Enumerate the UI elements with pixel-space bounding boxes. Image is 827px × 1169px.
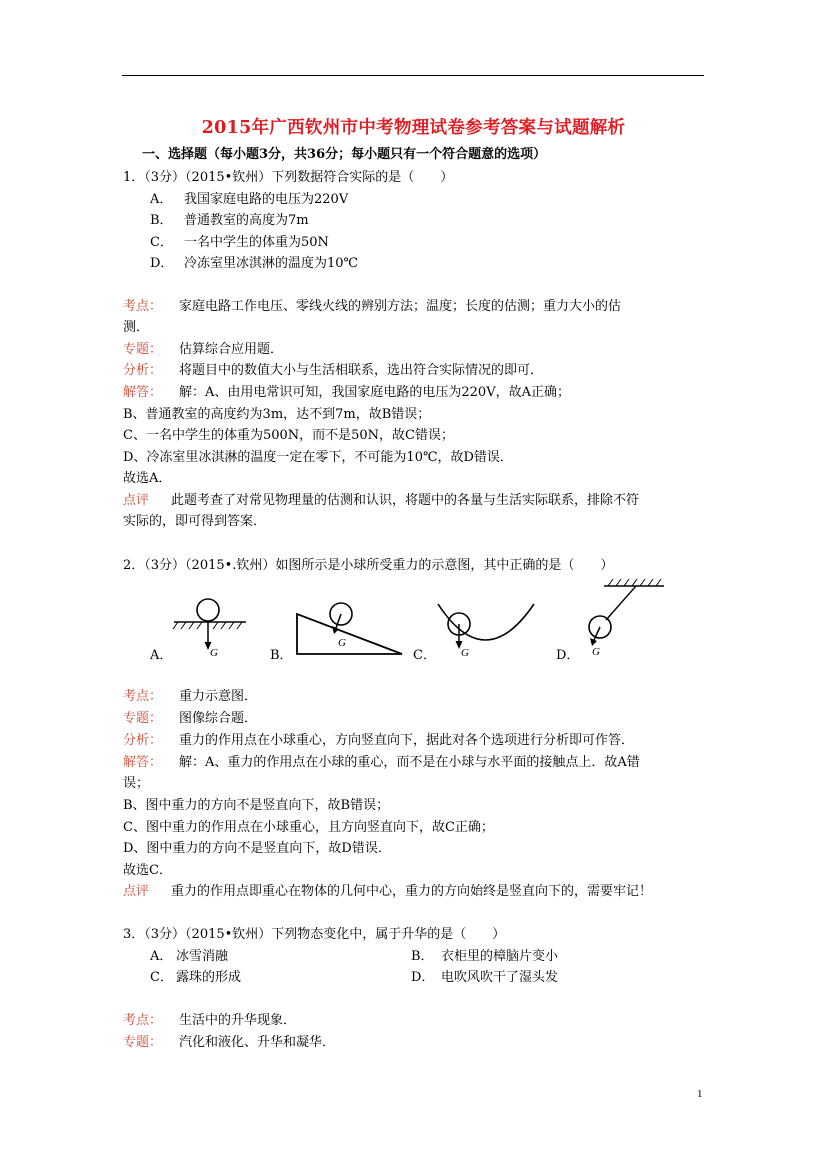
zhuanti-text: 图像综合题． [179, 711, 258, 726]
option-letter: A． [150, 949, 173, 964]
q1-answer-line: C、一名中学生的体重为500N，而不是50N，故C错误； [123, 428, 454, 443]
option-text: 冷冻室里冰淇淋的温度为10℃ [184, 256, 359, 271]
q2-answer-line: 故选C． [123, 863, 172, 878]
label-dianping: 点评 [123, 884, 150, 899]
jieda-text: 解：A、由用电常识可知，我国家庭电路的电压为220V，故A正确； [179, 385, 570, 400]
option-letter: A． [150, 192, 173, 207]
dianping-text: 此题考查了对常见物理量的估测和认识，将题中的各量与生活实际联系，排除不符 [171, 493, 640, 508]
q2-answer-line: D、图中重力的方向不是竖直向下，故D错误． [123, 841, 391, 856]
q1-jieda [123, 385, 570, 401]
option-letter: D． [150, 256, 174, 271]
q1-stem: 1．（3分）（2015•钦州）下列数据符合实际的是（ ） [123, 170, 454, 185]
label-kaodian: 考点： [123, 299, 163, 314]
page-number: 1 [697, 1088, 703, 1100]
q2-jieda [123, 755, 640, 771]
kaodian-text: 生活中的升华现象． [179, 1013, 297, 1028]
label-zhuanti: 专题： [123, 1035, 163, 1050]
dianping-text: 重力的作用点即重心在物体的几何中心，重力的方向始终是竖直向下的，需要牢记！ [171, 884, 653, 899]
figure-d [578, 576, 668, 662]
figure-b [292, 596, 408, 658]
q1-option-b [150, 213, 309, 229]
fenxi-text: 重力的作用点在小球重心，方向竖直向下，据此对各个选项进行分析即可作答． [179, 733, 635, 748]
kaodian-text: 重力示意图． [179, 689, 258, 704]
zhuanti-text: 估算综合应用题． [179, 342, 284, 357]
q2-jieda-cont: 误； [123, 776, 150, 791]
option-letter: D． [411, 970, 435, 985]
q1-dianping-cont: 实际的，即可得到答案． [123, 514, 267, 529]
option-text: 普通教室的高度为7m [184, 213, 309, 228]
option-letter: B． [150, 213, 173, 228]
figure-a [170, 594, 250, 660]
force-label: G [338, 637, 346, 649]
q1-zhuanti [123, 342, 283, 358]
q3-zhuanti [123, 1035, 335, 1051]
label-fenxi: 分析： [123, 363, 163, 378]
force-label: G [592, 646, 600, 658]
label-dianping: 点评 [123, 493, 150, 508]
option-text: 露珠的形成 [176, 970, 242, 985]
q3-option-d [411, 970, 558, 986]
q3-option-b [411, 949, 558, 965]
q1-fenxi [123, 363, 543, 379]
q1-option-c [150, 235, 329, 251]
option-text: 衣柜里的樟脑片变小 [441, 949, 559, 964]
q2-zhuanti [123, 711, 257, 727]
label-jieda: 解答： [123, 385, 163, 400]
q1-answer-line: D、冷冻室里冰淇淋的温度一定在零下，不可能为10℃，故D错误． [123, 450, 513, 465]
q2-kaodian [123, 689, 257, 705]
option-text: 电吹风吹干了湿头发 [441, 970, 559, 985]
q3-kaodian [123, 1013, 296, 1029]
figure-letter-b: B． [270, 648, 293, 663]
label-fenxi: 分析： [123, 733, 163, 748]
q1-dianping [123, 493, 639, 509]
option-letter: B． [411, 949, 434, 964]
figure-letter-d: D． [556, 648, 580, 663]
label-kaodian: 考点： [123, 689, 163, 704]
jieda-text: 解：A、重力的作用点在小球的重心，而不是在小球与水平面的接触点上．故A错 [179, 755, 640, 770]
section-heading: 一、选择题（每小题3分，共36分；每小题只有一个符合题意的选项） [142, 147, 547, 162]
q3-option-c [150, 970, 241, 986]
q2-answer-line: B、图中重力的方向不是竖直向下，故B错误； [123, 798, 390, 813]
header-rule [122, 75, 704, 76]
label-kaodian: 考点： [123, 1013, 163, 1028]
option-text: 我国家庭电路的电压为220V [184, 192, 349, 207]
q2-stem: 2．（3分）（2015•.钦州）如图所示是小球所受重力的示意图，其中正确的是（ ） [123, 558, 614, 573]
q1-option-d [150, 256, 358, 272]
page-title: 2015年广西钦州市中考物理试卷参考答案与试题解析 [201, 118, 626, 138]
kaodian-text: 家庭电路工作电压、零线火线的辨别方法；温度；长度的估测；重力大小的估 [179, 299, 622, 314]
label-zhuanti: 专题： [123, 342, 163, 357]
option-letter: C． [150, 970, 173, 985]
force-label: G [461, 647, 469, 659]
option-letter: C． [150, 235, 173, 250]
label-jieda: 解答： [123, 755, 163, 770]
q2-answer-line: C、图中重力的作用点在小球重心，且方向竖直向下，故C正确； [123, 820, 494, 835]
label-zhuanti: 专题： [123, 711, 163, 726]
q1-answer-line: B、普通教室的高度约为3m，达不到7m，故B错误； [123, 407, 431, 422]
q3-option-a [150, 949, 228, 965]
q1-answer-line: 故选A． [123, 471, 172, 486]
q1-kaodian-cont: 测． [123, 320, 150, 335]
q2-dianping [123, 884, 652, 900]
q1-option-a [150, 192, 348, 208]
figure-letter-a: A． [150, 648, 173, 663]
zhuanti-text: 汽化和液化、升华和凝华． [179, 1035, 336, 1050]
force-label: G [210, 647, 218, 659]
q1-kaodian [123, 299, 621, 315]
fenxi-text: 将题目中的数值大小与生活相联系，选出符合实际情况的即可． [179, 363, 544, 378]
option-text: 冰雪消融 [176, 949, 229, 964]
figure-c [430, 596, 540, 660]
option-text: 一名中学生的体重为50N [184, 235, 329, 250]
q3-stem: 3．（3分）（2015•钦州）下列物态变化中，属于升华的是（ ） [123, 927, 506, 942]
figure-letter-c: C． [413, 648, 436, 663]
q2-fenxi [123, 733, 634, 749]
